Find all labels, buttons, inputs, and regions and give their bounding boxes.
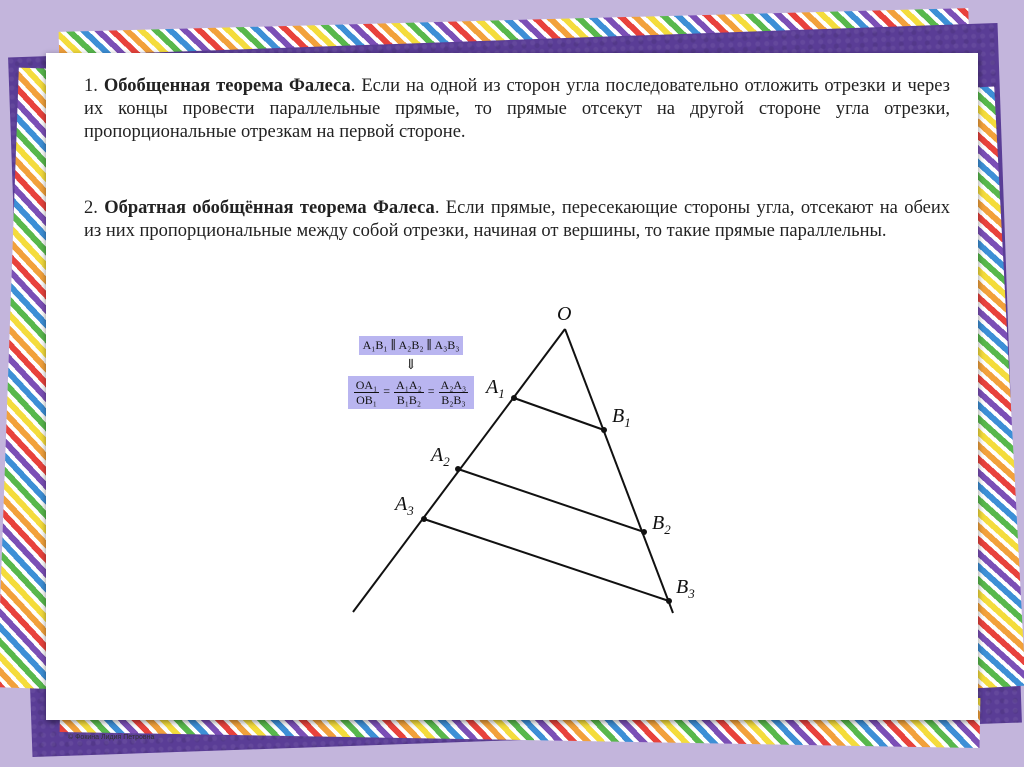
- label-a1: $A_1$: [486, 376, 505, 401]
- theorem-1-number: 1.: [84, 76, 98, 96]
- point-a3: [421, 516, 427, 522]
- fraction-3: $\frac{\text{A₂A₃}}{\text{B₂B₃}}$: [440, 378, 467, 407]
- point-b1: [601, 427, 607, 433]
- fraction-2: $\frac{\text{A₁A₂}}{\text{B₁B₂}}$: [396, 378, 422, 407]
- label-b3: $B_3$: [676, 576, 695, 601]
- content-card: [46, 53, 978, 720]
- theorem-1-title: Обобщенная теорема Фалеса: [103, 76, 351, 96]
- segment-a1b1: [514, 398, 604, 430]
- proportion-statement: $\frac{\text{OA₁}}{\text{OB₁}}$ = $\frac{\text{A₁A₂}}{\text{B₁B₂}}$ = $\frac{\text{A₂A₃}}{\text{B₂B₃}}$: [348, 376, 474, 409]
- theorem-2-text: . Если прямые, пересекающие стороны угла, отсекают на обеих из них пропорциональные между собой отрезки, начиная от вершины, то такие прямые параллельны.: [84, 198, 950, 241]
- label-a2: $A_2$: [431, 444, 450, 469]
- implies-arrow: ⇓: [405, 358, 417, 373]
- label-b2: $B_2$: [652, 512, 671, 537]
- point-a2: [455, 466, 461, 472]
- segment-a2b2: [458, 469, 644, 532]
- theorem-2: [84, 197, 950, 243]
- thales-diagram: [46, 53, 978, 720]
- label-a3: $A_3$: [395, 493, 414, 518]
- parallel-statement: A₁B₁ ∥ A₂B₂ ∥ A₃B₃: [359, 336, 464, 355]
- theorem-2-number: 2.: [84, 198, 98, 218]
- label-b1: $B_1$: [612, 405, 631, 430]
- theorem-2-title: Обратная обобщённая теорема Фалеса: [104, 198, 435, 218]
- segment-a3b3: [424, 519, 669, 601]
- watermark: © Фокина Лидия Петровна: [68, 734, 155, 741]
- theorem-1: [84, 75, 950, 144]
- theorem-1-text: . Если на одной из сторон угла последовательно отложить отрезки и через их концы провести параллельные прямые, то прямые отсекут на другой стороне угла отрезки, пропорциональные отрезкам на первой стороне.: [84, 76, 950, 142]
- label-o: O: [557, 303, 572, 325]
- side-ob: [565, 329, 673, 613]
- fraction-1: $\frac{\text{OA₁}}{\text{OB₁}}$: [355, 378, 378, 407]
- point-b2: [641, 529, 647, 535]
- formula-box: [336, 336, 486, 409]
- point-b3: [666, 598, 672, 604]
- point-a1: [511, 395, 517, 401]
